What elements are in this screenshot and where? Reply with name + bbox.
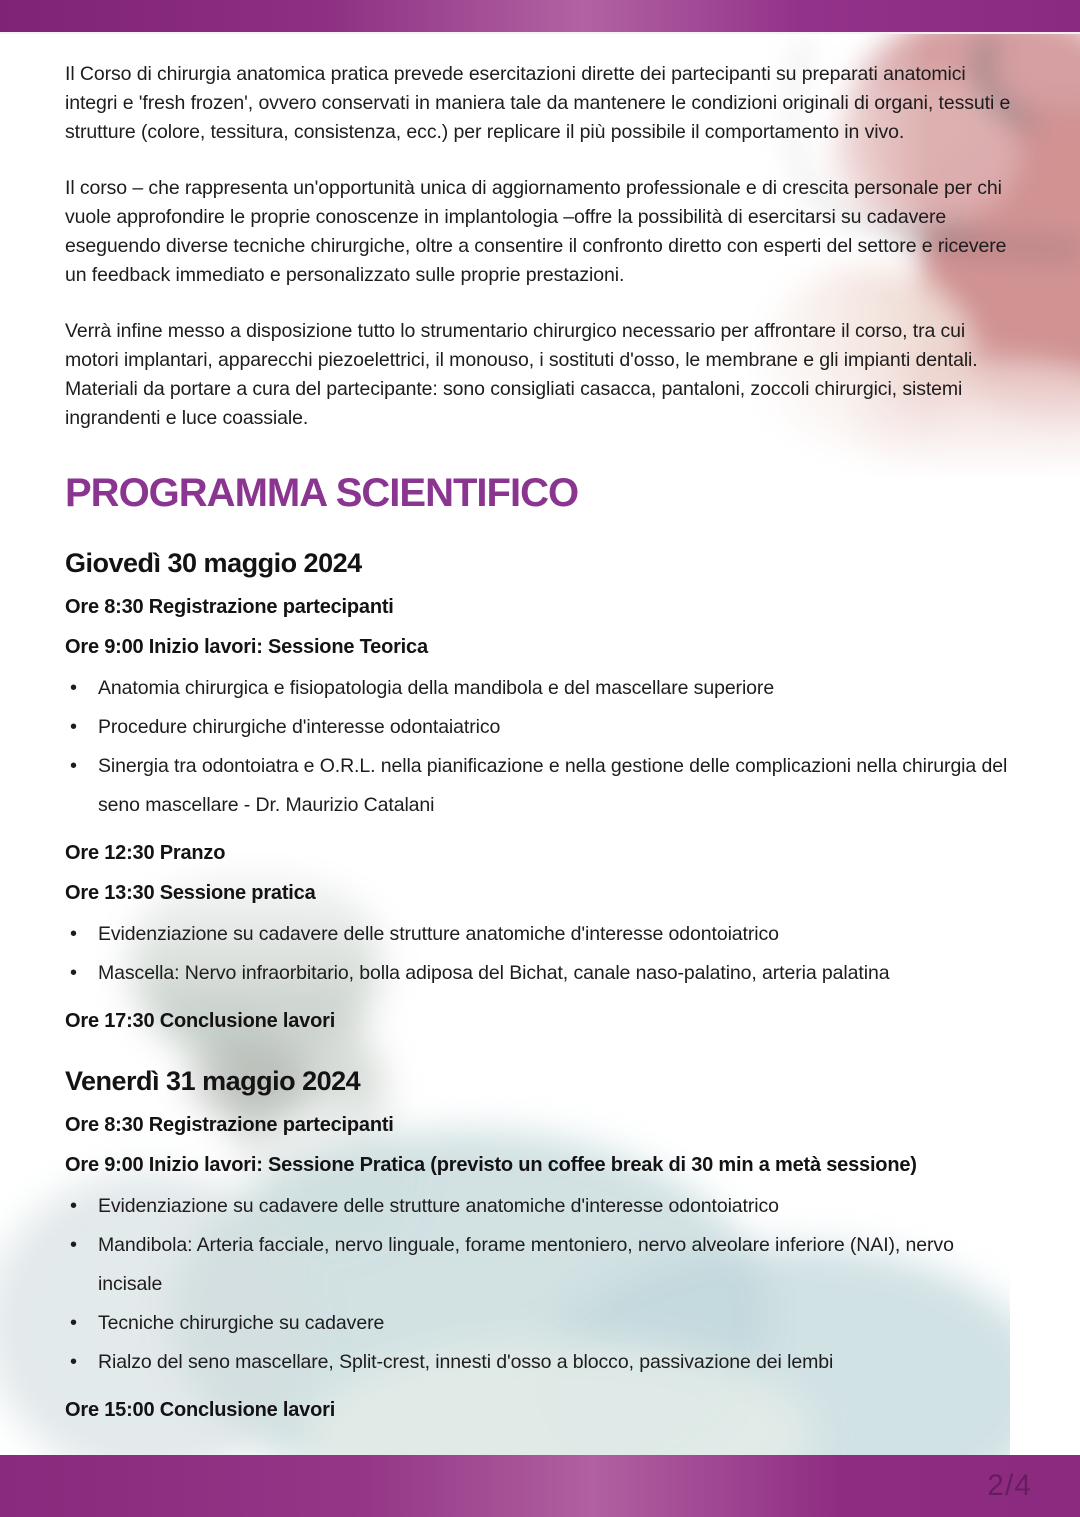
list-item	[65, 1187, 1015, 1226]
list-item-text: Sinergia tra odontoiatra e O.R.L. nella pianificazione e nella gestione delle complicazioni nella chirurgia del seno mascellare - Dr. Maurizio Catalani	[98, 755, 1008, 816]
intro-paragraph: Il corso – che rappresenta un'opportunità unica di aggiornamento professionale e di crescita personale per chi vuole approfondire le proprie conoscenze in implantologia –offre la possibilità di esercitarsi su cadavere eseguendo diverse tecniche chirurgiche, oltre a consentire il confronto diretto con esperti del settore e ricevere un feedback immediato e personalizzato sulle proprie prestazioni.	[65, 177, 1007, 286]
list-item-text: Mascella: Nervo infraorbitario, bolla adiposa del Bichat, canale naso-palatino, arteria palatina	[98, 962, 890, 984]
intro-paragraph: Verrà infine messo a disposizione tutto lo strumentario chirurgico necessario per affrontare il corso, tra cui motori implantari, apparecchi piezoelettrici, il monouso, i sostituti d'osso, le membrane e gli impianti dentali. Materiali da portare a cura del partecipante: sono consigliati casacca, pantaloni, zoccoli chirurgici, sistemi ingrandenti e luce coassiale.	[65, 320, 978, 429]
day-heading: Venerdì 31 maggio 2024	[65, 1066, 361, 1096]
bullet-icon: •	[70, 923, 77, 945]
schedule-time-line: Ore 8:30 Registrazione partecipanti	[65, 596, 394, 618]
list-item	[65, 708, 1015, 747]
bullet-icon: •	[70, 962, 77, 984]
list-item-text: Tecniche chirurgiche su cadavere	[98, 1312, 385, 1334]
schedule-time-line: Ore 17:30 Conclusione lavori	[65, 1010, 336, 1032]
list-item-text: Evidenziazione su cadavere delle strutture anatomiche d'interesse odontoiatrico	[98, 1195, 779, 1217]
list-item	[65, 1226, 1015, 1304]
list-item-text: Mandibola: Arteria facciale, nervo linguale, forame mentoniero, nervo alveolare inferiore (NAI), nervo incisale	[98, 1234, 954, 1295]
bullet-icon: •	[70, 1195, 77, 1217]
top-accent-bar	[0, 0, 1080, 32]
list-item-text: Procedure chirurgiche d'interesse odontaiatrico	[98, 716, 501, 738]
list-item-text: Anatomia chirurgica e fisiopatologia della mandibola e del mascellare superiore	[98, 677, 775, 699]
schedule-time-line: Ore 9:00 Inizio lavori: Sessione Pratica (previsto un coffee break di 30 min a metà sessione)	[65, 1154, 917, 1176]
schedule-time-line: Ore 8:30 Registrazione partecipanti	[65, 1114, 394, 1136]
topic-list	[65, 669, 1015, 825]
list-item	[65, 1304, 1015, 1343]
schedule-time-line: Ore 12:30 Pranzo	[65, 842, 226, 864]
list-item	[65, 747, 1015, 825]
bullet-icon: •	[70, 755, 77, 777]
schedule-time-line: Ore 9:00 Inizio lavori: Sessione Teorica	[65, 636, 428, 658]
bottom-accent-bar	[0, 1455, 1080, 1517]
schedule-time-line: Ore 15:00 Conclusione lavori	[65, 1399, 336, 1421]
day-section-thursday	[65, 548, 1015, 1033]
list-item	[65, 669, 1015, 708]
topic-list	[65, 915, 1015, 993]
bullet-icon: •	[70, 677, 77, 699]
page-number: 2/4	[987, 1469, 1032, 1502]
intro-paragraph: Il Corso di chirurgia anatomica pratica prevede esercitazioni dirette dei partecipanti su preparati anatomici integri e 'fresh frozen', ovvero conservati in maniera tale da mantenere le condizioni originali di organi, tessuti e strutture (colore, tessitura, consistenza, ecc.) per replicare il più possibile il comportamento in vivo.	[65, 63, 1011, 143]
section-title: PROGRAMMA SCIENTIFICO	[65, 471, 579, 515]
list-item-text: Evidenziazione su cadavere delle strutture anatomiche d'interesse odontoiatrico	[98, 923, 779, 945]
bullet-icon: •	[70, 1234, 77, 1256]
list-item	[65, 915, 1015, 954]
day-section-friday	[65, 1066, 1015, 1422]
list-item	[65, 954, 1015, 993]
topic-list	[65, 1187, 1015, 1382]
bullet-icon: •	[70, 716, 77, 738]
schedule-time-line: Ore 13:30 Sessione pratica	[65, 882, 316, 904]
list-item	[65, 1343, 1015, 1382]
bullet-icon: •	[70, 1312, 77, 1334]
bullet-icon: •	[70, 1351, 77, 1373]
day-heading: Giovedì 30 maggio 2024	[65, 548, 362, 578]
list-item-text: Rialzo del seno mascellare, Split-crest, innesti d'osso a blocco, passivazione dei lembi	[98, 1351, 834, 1373]
